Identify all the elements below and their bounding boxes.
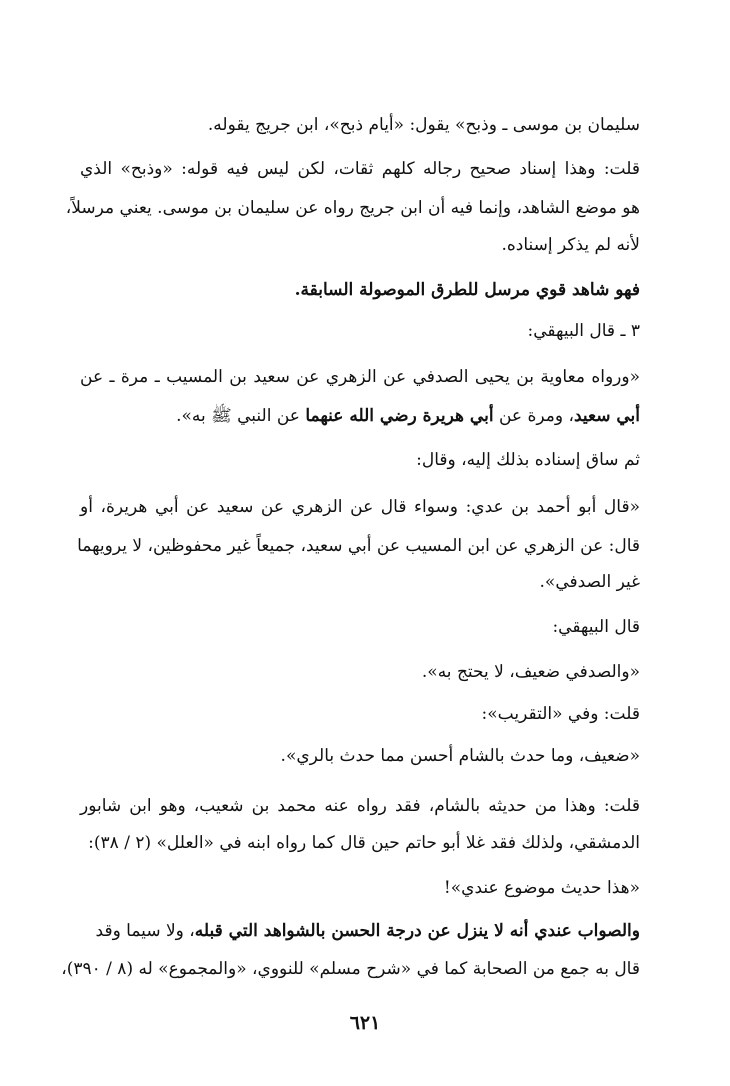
text-line-11: قال: عن الزهري عن ابن المسيب عن أبي سعيد، جميعاً غير محفوظين، لا يرويهما (77, 536, 640, 556)
text-line-16: «ضعيف، وما حدث بالشام أحسن مما حدث بالري». (280, 746, 640, 766)
text-line-2: قلت: وهذا إسناد صحيح رجاله كلهم ثقات، لكن ليس فيه قوله: «وذبح» الذي (80, 159, 640, 179)
text-line-17: قلت: وهذا من حديثه بالشام، فقد رواه عنه محمد بن شعيب، وهو ابن شابور (80, 796, 640, 816)
text-line-18: الدمشقي، ولذلك فقد غلا أبو حاتم حين قال كما رواه ابنه في «العلل» (٢ / ٣٨): (88, 833, 640, 853)
text-line-19: «هذا حديث موضوع عندي»! (443, 878, 640, 898)
text-line-7: «ورواه معاوية بن يحيى الصدفي عن الزهري عن سعيد بن المسيب ـ مرة ـ عن (80, 367, 640, 387)
text-line-abu-said (80, 404, 640, 428)
name-abu-said: أبي سعيد (573, 406, 640, 426)
text-segment: ، ومرة عن (493, 406, 574, 426)
text-line-sawab (80, 919, 640, 943)
text-segment: ، ولا سيما وقد (95, 921, 195, 941)
section-heading-3: ٣ ـ قال البيهقي: (527, 321, 640, 341)
text-line-10: «قال أبو أحمد بن عدي: وسواء قال عن الزهري عن سعيد عن أبي هريرة، أو (80, 497, 640, 517)
text-line-15: قلت: وفي «التقريب»: (481, 704, 640, 724)
text-line-13: قال البيهقي: (552, 617, 640, 637)
text-line-21: قال به جمع من الصحابة كما في «شرح مسلم» للنووي، «والمجموع» له (٨ / ٣٩٠)، (61, 959, 640, 979)
text-line-4: لأنه لم يذكر إسناده. (501, 235, 640, 255)
text-segment: عن النبي ﷺ به». (176, 406, 306, 426)
text-line-14: «والصدفي ضعيف، لا يحتج به». (421, 662, 640, 682)
bold-conclusion: والصواب عندي أنه لا ينزل عن درجة الحسن بالشواهد التي قبله (194, 921, 640, 941)
page-number: ٦٢١ (349, 1012, 381, 1034)
text-line-3: هو موضع الشاهد، وإنما فيه أن ابن جريج رواه عن سليمان بن موسى. يعني مرسلاً، (65, 198, 640, 218)
text-line-1: سليمان بن موسى ـ وذبح» يقول: «أيام ذبح»، ابن جريج يقوله. (207, 115, 640, 135)
text-line-9: ثم ساق إسناده بذلك إليه، وقال: (416, 450, 640, 470)
name-abu-hurayra: أبي هريرة رضي الله عنهما (305, 406, 494, 426)
text-line-12: غير الصدفي». (539, 572, 640, 592)
bold-statement: فهو شاهد قوي مرسل للطرق الموصولة السابقة. (294, 280, 640, 300)
